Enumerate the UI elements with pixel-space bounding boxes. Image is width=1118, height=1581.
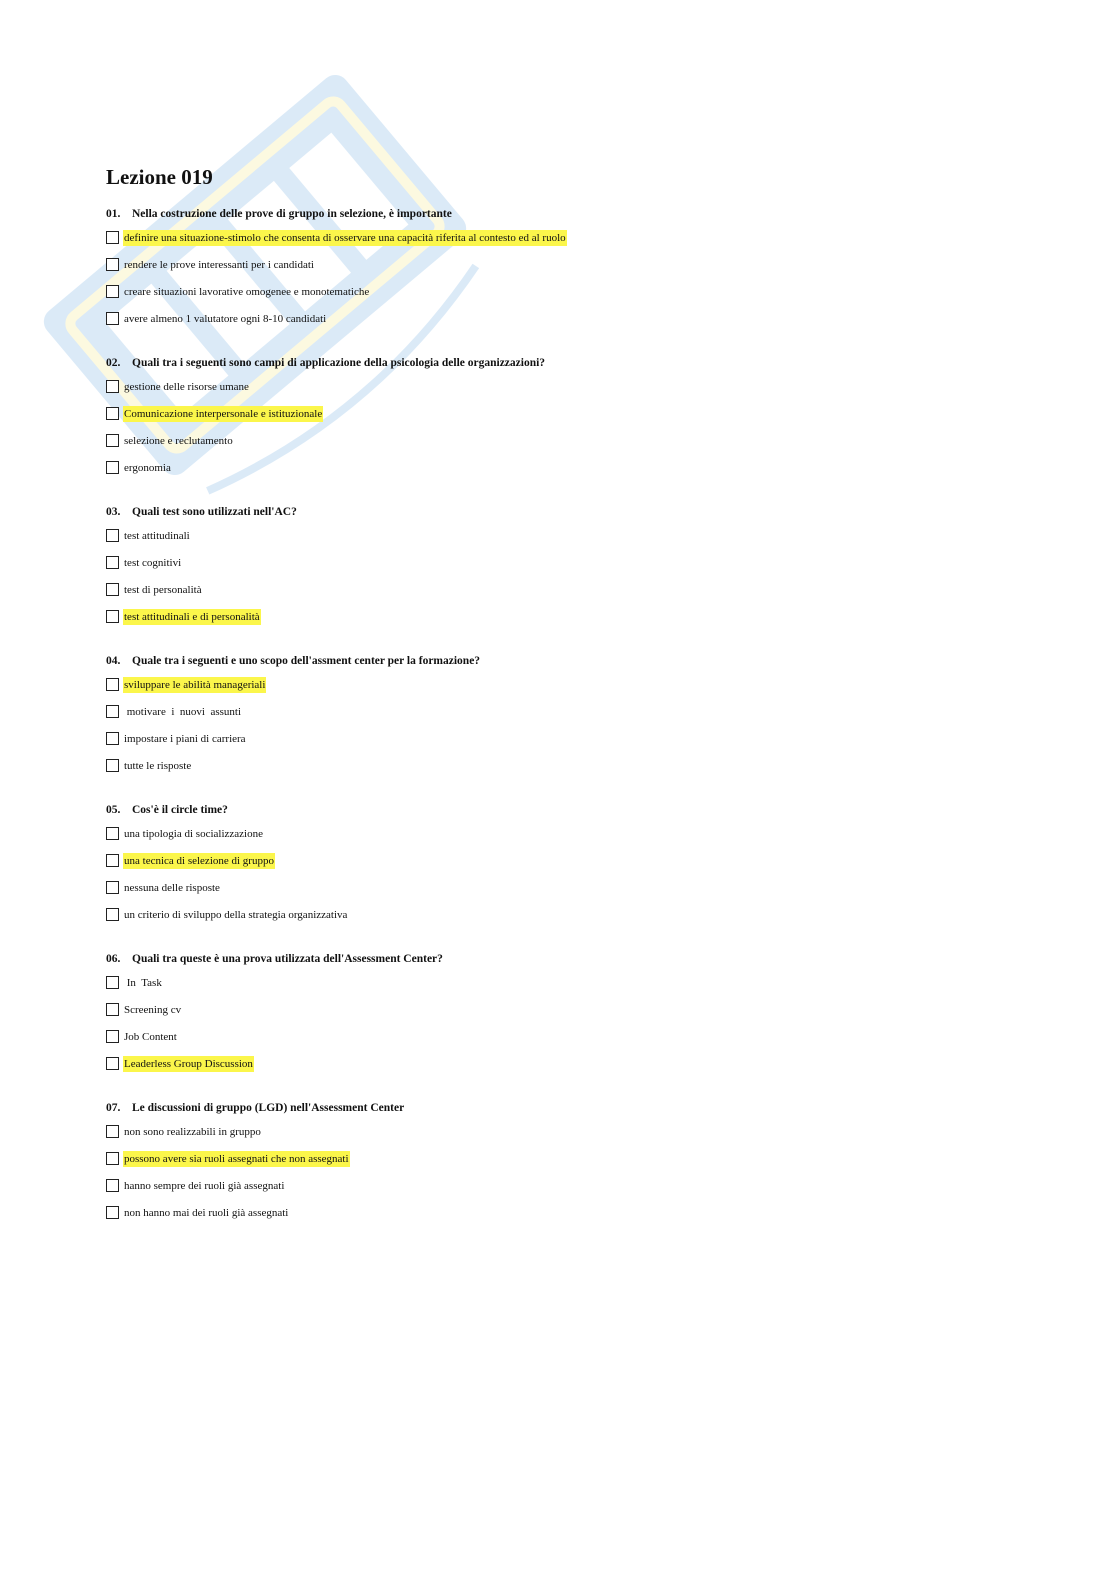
answer-option[interactable] — [106, 1172, 1006, 1199]
answer-label: hanno sempre dei ruoli già assegnati — [124, 1179, 285, 1192]
question-text — [106, 949, 1006, 969]
answer-option[interactable] — [106, 1050, 1006, 1077]
answer-label: gestione delle risorse umane — [124, 380, 249, 393]
answer-checkbox[interactable] — [106, 678, 119, 691]
question-label: Quale tra i seguenti e uno scopo dell'assment center per la formazione? — [132, 655, 481, 667]
answer-checkbox[interactable] — [106, 759, 119, 772]
answer-option[interactable] — [106, 278, 1006, 305]
answer-option[interactable] — [106, 522, 1006, 549]
answer-checkbox[interactable] — [106, 705, 119, 718]
question-text — [106, 204, 1006, 224]
answer-checkbox[interactable] — [106, 529, 119, 542]
answer-option[interactable] — [106, 251, 1006, 278]
question-label: Le discussioni di gruppo (LGD) nell'Assessment Center — [132, 1102, 405, 1114]
question-text — [106, 651, 1006, 671]
answer-checkbox[interactable] — [106, 1003, 119, 1016]
answer-checkbox[interactable] — [106, 285, 119, 298]
question-3 — [106, 502, 1006, 630]
question-number: 03. — [106, 506, 121, 518]
answer-checkbox[interactable] — [106, 407, 119, 420]
answer-label: creare situazioni lavorative omogenee e monotematiche — [124, 285, 370, 298]
question-label: Quali test sono utilizzati nell'AC? — [132, 506, 297, 518]
answer-checkbox[interactable] — [106, 1057, 119, 1070]
answer-option[interactable] — [106, 1118, 1006, 1145]
answer-checkbox[interactable] — [106, 610, 119, 623]
answer-option[interactable] — [106, 698, 1006, 725]
answer-label: nessuna delle risposte — [124, 881, 220, 894]
answer-checkbox[interactable] — [106, 976, 119, 989]
answer-option[interactable] — [106, 373, 1006, 400]
question-text — [106, 800, 1006, 820]
question-text — [106, 502, 1006, 522]
answer-checkbox[interactable] — [106, 258, 119, 271]
answer-label: test cognitivi — [124, 556, 182, 569]
correct-answer-label: Leaderless Group Discussion — [124, 1057, 253, 1070]
answer-label: una tipologia di socializzazione — [124, 827, 263, 840]
document-content — [106, 162, 1006, 1226]
answer-label: non hanno mai dei ruoli già assegnati — [124, 1206, 289, 1219]
answer-checkbox[interactable] — [106, 881, 119, 894]
answer-label: rendere le prove interessanti per i candidati — [124, 258, 314, 271]
question-7 — [106, 1098, 1006, 1226]
question-label: Quali tra queste è una prova utilizzata dell'Assessment Center? — [132, 953, 443, 965]
answer-option[interactable] — [106, 671, 1006, 698]
answer-checkbox[interactable] — [106, 231, 119, 244]
question-label: Nella costruzione delle prove di gruppo in selezione, è importante — [132, 208, 452, 220]
answer-option[interactable] — [106, 1199, 1006, 1226]
question-number: 02. — [106, 357, 121, 369]
correct-answer-label: definire una situazione-stimolo che consenta di osservare una capacità riferita al contesto ed al ruolo — [124, 231, 566, 244]
answer-label: selezione e reclutamento — [124, 434, 233, 447]
answer-checkbox[interactable] — [106, 1179, 119, 1192]
answer-label: non sono realizzabili in gruppo — [124, 1125, 261, 1138]
question-6 — [106, 949, 1006, 1077]
answer-checkbox[interactable] — [106, 312, 119, 325]
answer-checkbox[interactable] — [106, 1206, 119, 1219]
question-number: 01. — [106, 208, 121, 220]
question-number: 07. — [106, 1102, 121, 1114]
answer-checkbox[interactable] — [106, 556, 119, 569]
question-list — [106, 204, 1006, 1226]
question-1 — [106, 204, 1006, 332]
question-text — [106, 1098, 1006, 1118]
answer-option[interactable] — [106, 820, 1006, 847]
answer-checkbox[interactable] — [106, 461, 119, 474]
answer-checkbox[interactable] — [106, 908, 119, 921]
answer-label: impostare i piani di carriera — [124, 732, 246, 745]
correct-answer-label: possono avere sia ruoli assegnati che non assegnati — [124, 1152, 349, 1165]
answer-option[interactable] — [106, 1023, 1006, 1050]
answer-option[interactable] — [106, 874, 1006, 901]
answer-label: avere almeno 1 valutatore ogni 8-10 candidati — [124, 312, 327, 325]
answer-label: tutte le risposte — [124, 759, 192, 772]
answer-option[interactable] — [106, 847, 1006, 874]
correct-answer-label: Comunicazione interpersonale e istituzionale — [124, 407, 323, 420]
lesson-title: Lezione 019 — [106, 165, 213, 189]
answer-label: Job Content — [124, 1030, 177, 1043]
question-text — [106, 353, 1006, 373]
answer-option[interactable] — [106, 305, 1006, 332]
answer-label: Screening cv — [124, 1003, 182, 1016]
answer-label: ergonomia — [124, 461, 171, 474]
question-4 — [106, 651, 1006, 779]
answer-checkbox[interactable] — [106, 732, 119, 745]
answer-checkbox[interactable] — [106, 1125, 119, 1138]
question-number: 05. — [106, 804, 121, 816]
answer-option[interactable] — [106, 725, 1006, 752]
answer-option[interactable] — [106, 603, 1006, 630]
correct-answer-label: test attitudinali e di personalità — [124, 610, 260, 623]
answer-option[interactable] — [106, 576, 1006, 603]
answer-option[interactable] — [106, 1145, 1006, 1172]
answer-label: In Task — [124, 976, 162, 989]
answer-checkbox[interactable] — [106, 1030, 119, 1043]
question-label: Quali tra i seguenti sono campi di applicazione della psicologia delle organizzazioni? — [132, 357, 546, 369]
question-number: 06. — [106, 953, 121, 965]
answer-option[interactable] — [106, 400, 1006, 427]
answer-option[interactable] — [106, 901, 1006, 928]
answer-checkbox[interactable] — [106, 854, 119, 867]
answer-checkbox[interactable] — [106, 1152, 119, 1165]
answer-checkbox[interactable] — [106, 380, 119, 393]
correct-answer-label: una tecnica di selezione di gruppo — [124, 854, 274, 867]
question-label: Cos'è il circle time? — [132, 804, 228, 816]
question-2 — [106, 353, 1006, 481]
answer-checkbox[interactable] — [106, 434, 119, 447]
answer-option[interactable] — [106, 427, 1006, 454]
question-number: 04. — [106, 655, 121, 667]
answer-label: test attitudinali — [124, 529, 190, 542]
answer-option[interactable] — [106, 969, 1006, 996]
correct-answer-label: sviluppare le abilità manageriali — [124, 678, 266, 691]
question-5 — [106, 800, 1006, 928]
answer-checkbox[interactable] — [106, 827, 119, 840]
answer-label: motivare i nuovi assunti — [124, 705, 242, 718]
answer-option[interactable] — [106, 224, 1006, 251]
answer-label: un criterio di sviluppo della strategia organizzativa — [124, 908, 348, 921]
answer-option[interactable] — [106, 996, 1006, 1023]
answer-label: test di personalità — [124, 583, 202, 596]
answer-option[interactable] — [106, 454, 1006, 481]
answer-checkbox[interactable] — [106, 583, 119, 596]
answer-option[interactable] — [106, 752, 1006, 779]
answer-option[interactable] — [106, 549, 1006, 576]
